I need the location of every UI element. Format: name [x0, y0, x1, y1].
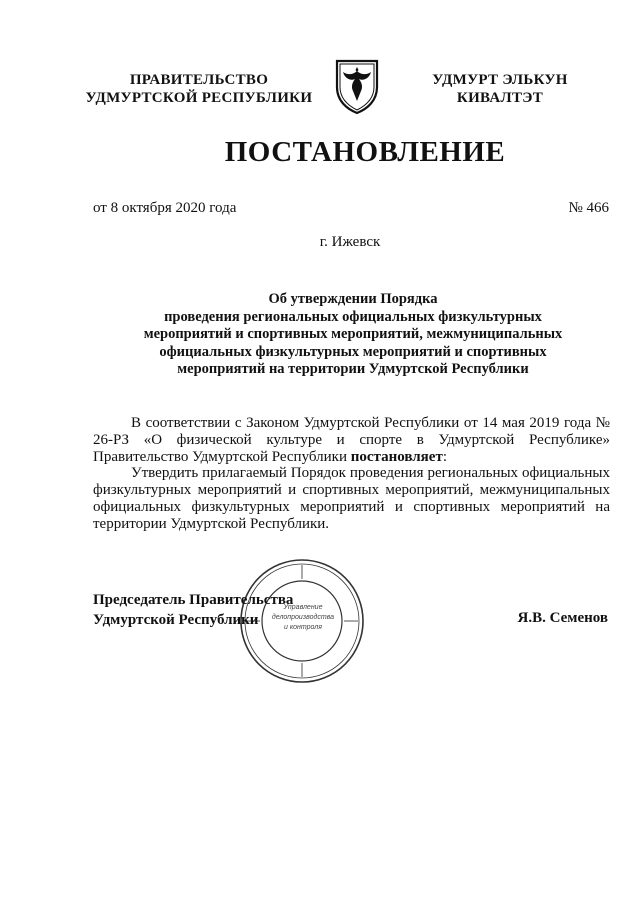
subject-line: проведения региональных официальных физкультурных: [164, 308, 542, 325]
signatory-position-line: Удмуртской Республики: [93, 612, 259, 628]
udmurtia-coat-of-arms-icon: [331, 57, 383, 115]
subject-line: мероприятий и спортивных мероприятий, межмуниципальных: [143, 326, 563, 342]
signatory-position: [93, 590, 293, 630]
subject-line: мероприятий на территории Удмуртской Республики: [177, 361, 529, 377]
issuer-line-2: УДМУРТСКОЙ РЕСПУБЛИКИ: [85, 90, 313, 106]
document-subject: [93, 291, 613, 379]
decree-keyword: постановляет: [350, 449, 443, 465]
subject-line: официальных физкультурных мероприятий и спортивных: [159, 343, 547, 360]
legal-basis-end: :: [442, 449, 447, 465]
document-date: от 8 октября 2020 года: [93, 200, 237, 216]
legal-basis-paragraph: [93, 415, 610, 466]
issuer-name-russian: [70, 71, 328, 107]
issuer-udmurt-line-2: КИВАЛТЭТ: [456, 90, 544, 106]
issuer-udmurt-line-1: УДМУРТ ЭЛЬКУН: [432, 72, 568, 88]
issuer-name-udmurt: [410, 71, 590, 107]
signatory-position-line: Председатель Правительства: [93, 592, 294, 608]
document-number: № 466: [568, 200, 609, 216]
document-type-title: ПОСТАНОВЛЕНИЕ: [224, 136, 506, 168]
signatory-name: Я.В. Семенов: [517, 610, 608, 626]
issuer-line-1: ПРАВИТЕЛЬСТВО: [129, 72, 269, 88]
stamp-line: Управление: [283, 604, 323, 611]
legal-basis-text: В соответствии с Законом Удмуртской Республики от 14 мая 2019 года № 26-РЗ «О физической культуре и спорте в Удмуртской Республике» Правительство Удмуртской Республики: [93, 415, 610, 465]
stamp-line: делопроизводства: [271, 614, 335, 621]
document-city: г. Ижевск: [319, 234, 381, 250]
decree-paragraph: Утвердить прилагаемый Порядок проведения региональных официальных физкультурных мероприятий и спортивных мероприятий, межмуниципальных официальных физкультурных мероприятий и спортивных мероприятий на территории Удмуртской Республики.: [93, 465, 610, 532]
subject-line: Об утверждении Порядка: [268, 291, 438, 307]
stamp-line: и контроля: [284, 624, 322, 631]
